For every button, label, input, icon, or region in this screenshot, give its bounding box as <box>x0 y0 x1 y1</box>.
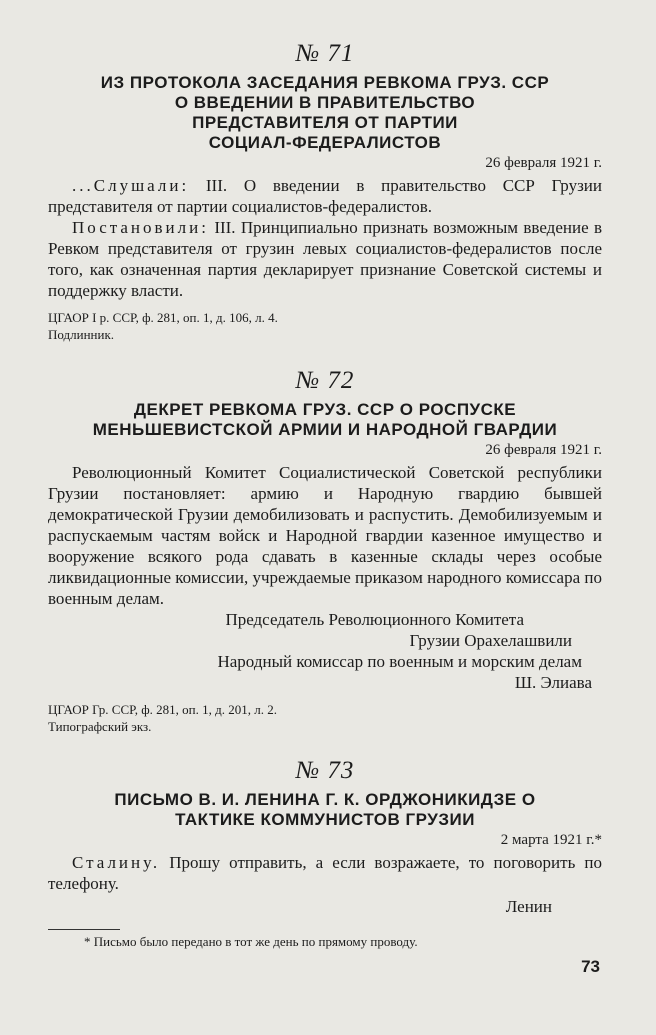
title-line: ИЗ ПРОТОКОЛА ЗАСЕДАНИЯ РЕВКОМА ГРУЗ. ССР <box>100 73 550 92</box>
page-number: 73 <box>581 957 600 976</box>
signature-chairman-name: Грузии Орахелашвили <box>409 631 572 650</box>
document-72 <box>48 367 602 735</box>
title-line: О ВВЕДЕНИИ В ПРАВИТЕЛЬСТВО <box>174 93 476 112</box>
title-line: ПИСЬМО В. И. ЛЕНИНА Г. К. ОРДЖОНИКИДЗЕ О <box>114 790 536 809</box>
footnote: * Письмо было передано в тот же день по прямому проводу. <box>84 934 418 949</box>
title-line: ПРЕДСТАВИТЕЛЯ ОТ ПАРТИИ <box>192 113 458 132</box>
heard-label: ...Слушали: <box>72 176 190 195</box>
letter-addressee: Сталину. <box>72 853 161 872</box>
letter-signature: Ленин <box>505 897 552 916</box>
signature-chairman-title: Председатель Революционного Комитета <box>225 610 524 629</box>
signature-commissar-name: Ш. Элиава <box>514 673 592 692</box>
resolved-text: III. Принципиально признать возможным введение в Ревком представителя от грузин левых социалистов-федералистов после того, как означенная партия декларирует признание Советской системы и поддержку власти. <box>48 218 602 300</box>
archive-note: Типографский экз. <box>48 719 152 734</box>
title-line: ДЕКРЕТ РЕВКОМА ГРУЗ. ССР О РОСПУСКЕ <box>133 400 517 419</box>
heard-text: III. О введении в правительство ССР Грузии представителя от партии социалистов-федералистов. <box>48 176 602 216</box>
document-date: 26 февраля 1921 г. <box>485 442 602 458</box>
heard-paragraph <box>48 175 602 217</box>
title-line: МЕНЬШЕВИСТСКОЙ АРМИИ И НАРОДНОЙ ГВАРДИИ <box>92 420 558 439</box>
archive-source: ЦГАОР I р. ССР, ф. 281, оп. 1, д. 106, л. 4. <box>48 310 278 325</box>
title-line: ТАКТИКЕ КОММУНИСТОВ ГРУЗИИ <box>175 810 475 829</box>
document-71 <box>48 40 602 343</box>
resolved-paragraph <box>48 217 602 301</box>
document-title <box>48 73 602 153</box>
document-number: № 71 <box>295 40 355 67</box>
archive-note: Подлинник. <box>48 327 115 342</box>
document-number: № 72 <box>295 367 355 394</box>
letter-body <box>48 852 602 894</box>
footnote-rule <box>48 929 120 930</box>
document-title <box>48 790 602 830</box>
letter-text: Прошу отправить, а если возражаете, то поговорить по телефону. <box>48 853 602 893</box>
document-title <box>48 400 602 440</box>
archive-source: ЦГАОР Гр. ССР, ф. 281, оп. 1, д. 201, л. 2. <box>48 702 277 717</box>
title-line: СОЦИАЛ-ФЕДЕРАЛИСТОВ <box>208 133 442 152</box>
document-date: 2 марта 1921 г.* <box>500 832 602 848</box>
document-date: 26 февраля 1921 г. <box>485 155 602 171</box>
decree-body: Революционный Комитет Социалистической Советской республики Грузии постановляет: армию и Народную гвардию бывшей демократической Грузии демобилизовать и распустить. Демобилизуемым и распускаемым частям войск и Народной гвардии казенное имущество и вооружение всякого рода сдавать в казенные склады через особые ликвидационные комиссии, учреждаемые приказом народного комиссара по военным делам. <box>48 463 602 608</box>
resolved-label: Постановили: <box>72 218 209 237</box>
signature-commissar-title: Народный комиссар по военным и морским делам <box>217 652 582 671</box>
document-73 <box>48 757 602 950</box>
document-number: № 73 <box>295 757 355 784</box>
